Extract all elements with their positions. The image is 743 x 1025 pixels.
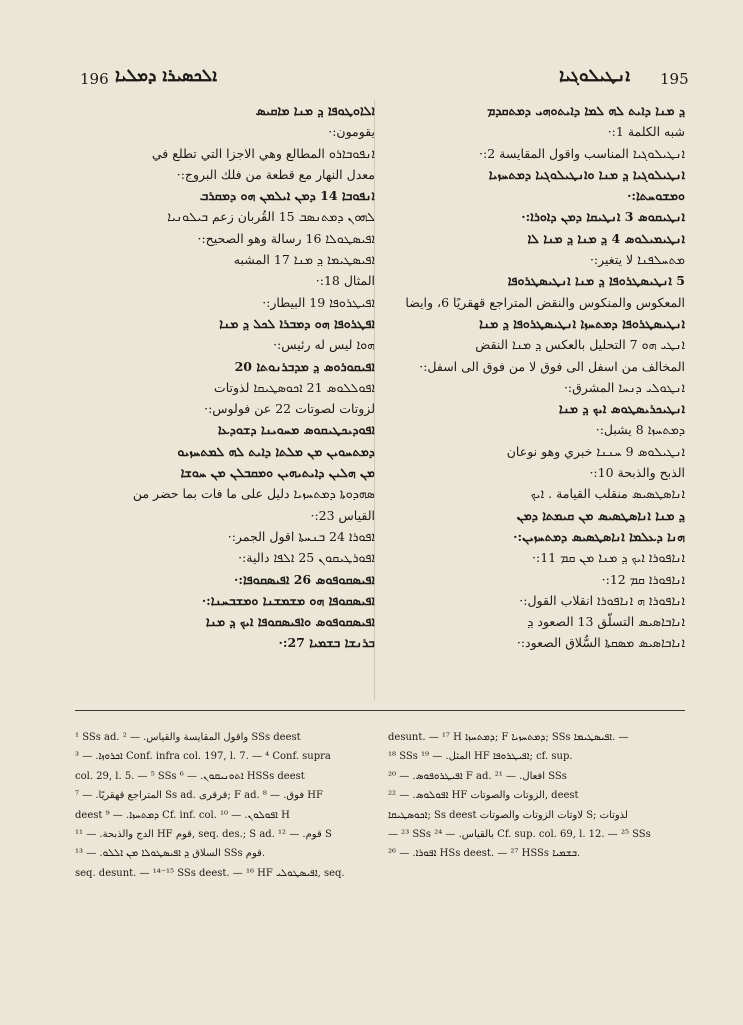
text-line: لزوتات لصوتات 22 عن فولوس:·: [204, 401, 375, 417]
text-line: ܗܘܐ ليس له رئيس:·: [273, 337, 375, 353]
text-line: ܘܡܫܘܚܬܐ:·: [627, 188, 685, 204]
text-line: ܗܢܐ ܕܥܠܡܐ ܐܢܐܣܛܣܝܣ ܕܡܬܚܙܝܢ:·: [513, 528, 685, 544]
text-line: شبه الكلمة 1:·: [607, 124, 685, 140]
text-line: ܐܦܝܣܛܘܠܐ 16 رسالة وهو الصحيح:·: [197, 230, 375, 246]
text-line: ܡܢ ܗܠܝܢ ܕܐܝܬܝܗܝܢ ܘܡܩܒܠܢ ܡܢ ܚܘܫܐ: [180, 465, 375, 481]
text-line: ܒܪܢܫܐ ܒܫܡܝܐ 27:·: [278, 635, 375, 651]
text-line: ܠܗܘܢ ܕܡܬܢܣܒ 15 القُربان زعم ܒܝܠܘܢܝܐ: [167, 209, 375, 225]
footnotes-left: [75, 728, 375, 883]
text-line: الذبح والذبحة 10:·: [589, 465, 685, 481]
text-line: ܡܬܚܠܦܢܐ لا يتغير:·: [589, 252, 685, 268]
text-line: ܕ݂ ܡܢܐ ܕܐܝܬ ܠܗ ܠܡܐ ܕܐܝܬܘܗܝ ܕܡܬܩܕܡ: [487, 103, 685, 118]
running-head-right: ܐܢܛܝܠܘܓܝܐ: [559, 66, 630, 86]
text-line: يقومون:·: [328, 124, 375, 140]
page-number-left: 196: [80, 70, 109, 88]
text-line: ܐܦܛܪܘܦܐ ܗܘ ܕܡܒܪܐ ܠܟܠ ܕ݂ ܡܢܐ: [219, 315, 375, 331]
text-line: معدل النهار مع قطعة من فلك البروج:·: [176, 166, 375, 182]
text-line: seq. desunt. — ¹⁴⁻¹⁵ SSs deest. — ¹⁶ HF ܐܦܝܣܛܘܠܝ, seq.: [75, 867, 345, 879]
right-column: [385, 100, 685, 654]
text-line: ܐܦܝܣܩܘܦܘܣ ܘܐܦܝܣܩܘܦܐ ܐܝܟ ܕ݂ ܡܢܐ: [205, 614, 375, 630]
text-line: ܕ݂ ܡܢܐ ܐܢܐܣܛܣܝܣ ܡܢ ܩܝܡܬܐ ܕܡܢ: [516, 507, 685, 523]
text-line: desunt. — ¹⁷ H ܕܡܬܚܙܐ; F ܕܡܬܚܙܝܐ; SSs ܐܦܝܣܛܝܡܐ. —: [388, 732, 629, 743]
text-line: ܐܦܝܣܩܘܦܘܣ 26 ܐܦܝܣܩܘܦܐ:·: [233, 571, 375, 587]
text-line: ܐܦܝܣܛܝܡܐ ܕ݂ ܡܢܐ 17 المشبه: [233, 252, 375, 268]
text-line: ܐܢܦܘܒܐܪܘ المطالع وهي الاجزا التي تطلع في: [151, 145, 375, 161]
text-line: ܐܦܝܩܘܪܘܣ ܕ݂ ܡܕܒܪܢܘܬܐ 20: [234, 358, 375, 374]
text-line: — ²³ SSs بالقياس. — ²⁴ Cf. sup. col. 69, l. 12. — ²⁵ SSs: [388, 829, 651, 841]
text-line: السلاق ܕ݂ ܐܦܝܣܛܘܠܐ ܡܢ ܐܠܠܘ. — ¹³ SSs قوم.: [75, 848, 266, 860]
text-line: ܐܢܐܦܘܪܐ ܐܝܟ ܕ݂ ܡܢܐ ܡܢ ܩܡ 11:·: [532, 550, 685, 566]
text-line: ܐܢܛܝ ܗܘ 7 التحليل بالعكس ܕ݂ ܡܢܐ النقض: [475, 337, 685, 353]
text-line: ܐܢܛܝܟܪܝܣܛܘܣ ܐܝܟ ܕ݂ ܡܢܐ: [558, 401, 685, 417]
text-line: ¹ SSs ad. واقول المقايسة والقياس. — ² SSs deest: [75, 732, 301, 743]
text-line: ܐܢܛܝܩܘܣ 3 ܐܢܛܝܩܐ ܕܡܢ ܕܐܘܪܐ:·: [521, 209, 685, 225]
text-line: ܐܦܘܪܐ 24 ܒܢܚܬܐ اقول الجمر:·: [227, 528, 375, 544]
text-line: ܐܦܘܠܠܘܣ 21 ܐܟܘܣܛܝܩܐ لذوتات: [213, 379, 375, 395]
left-column: [75, 100, 375, 654]
text-line: المعكوس والمنكوس والنقض المتراجع قهقريًا 6، وايضا: [405, 294, 685, 310]
text-line: ܐܢܐܦܘܪܐ ܩܡ 12:·: [601, 571, 685, 587]
text-line: ܐܢܛܝܠܘܓܝܐ المناسب واقول المقايسة 2:·: [479, 145, 685, 161]
text-line: col. 29, l. 5. — ⁵ SSs ܐܬܘܢܝܩܘܢ. — ⁶ HSSs deest: [75, 770, 305, 782]
running-head-left: ܐܠܟܣܝܪܐ ܕܡܠܝܐ: [115, 66, 218, 86]
text-line: 5 ܐܢܛܝܣܛܪܘܦܐ ܕ݂ ܡܢܐ ܐܢܛܝܣܛܪܘܦܐ: [507, 273, 685, 289]
text-line: ܣܗܕܘܬܐ ܕܡܬܚܙܝܐ دليل على ما فات بما حضر من: [132, 486, 375, 502]
text-line: ܐܦܝܣܩܘܦܐ ܗܘ ܡܫܡܫܢܐ ܘܡܫܒܚܢܐ:·: [201, 592, 375, 608]
text-line: ܐܦܘܕܝܟܛܝܩܘܣ ܡܚܘܝܢܐ ܕܫܘܕܥܐ: [217, 422, 375, 438]
text-line: المتراجع قهقريًا. — ⁷ Ss ad. قرقرى; F ad. فوق. — ⁸ HF: [75, 790, 323, 802]
text-line: ܐܢܛܝܠܘܣ 9 ܚܢܢܐ خبري وهو نوعان: [506, 443, 685, 459]
text-line: المخالف من اسفل الى فوق لا من فوق الى اسفل:·: [419, 358, 685, 374]
text-line: ܐܢܛܝܠܘܓܝܐ ܕ݂ ܡܢܐ ܘܐܢܛܝܠܘܓܝܐ ܕܡܬܚܙܝܐ: [488, 166, 685, 182]
text-line: ܐܟܘܣܛܝܩܐ; Ss deest لاوتات الزوتات والصوتات S; لذوتات: [388, 809, 628, 821]
text-line: ܐܢܛܘܠܝ ܕܢܚܐ المشرق:·: [563, 379, 685, 395]
text-line: ¹⁸ SSs المثل. — ¹⁹ HF ܐܦܝܛܪܘܦܐ; cf. sup.: [388, 751, 573, 763]
text-line: الدج والذبحة. — ¹¹ HF قوم, seq. des.; S ad. قوم. — ¹² S: [75, 829, 332, 841]
text-line: ܐܢܛܝܣܛܪܘܦܐ ܕܡܬܚܙܐ ܐܢܛܝܣܛܪܘܦܐ ܕ݂ ܡܢܐ: [479, 315, 685, 331]
text-line: ܐܢܐܒܐܣܝܣ التسلّق 13 الصعود ܕ݂: [527, 614, 685, 630]
text-line: ܐܦܘܠܘܣ. — ²² HF الزوتات والصوتات, deest: [388, 790, 579, 802]
text-line: ܐܢܐܣܛܣܝܣ منقلب القيامة . ܐܝܟ: [530, 486, 685, 502]
text-line: deest ܕܡܬܚܙܐ. — ⁹ Cf. inf. col. ܐܦܘܠܘܢ. — ¹⁰ H: [75, 809, 290, 821]
text-line: ܐܢܦܘܒܐ 14 ܕܡܢ ܐܝܠܡܢ ܗܘ ܕܡܩܪܒ: [199, 188, 375, 204]
text-line: ܐܦܝܛܪܘܦܘܣ. — ²⁰ F ad. افعال. — ²¹ SSs: [388, 770, 567, 782]
text-line: ܐܟܪܘܙܐ. — ³ Conf. infra col. 197, l. 7. — ⁴ Conf. supra: [75, 751, 331, 763]
page-number-right: 195: [660, 70, 689, 88]
footnotes-right: [388, 728, 688, 864]
footnote-rule: [75, 710, 685, 711]
text-line: ܐܠܐܘܛܘܦܐ ܕ݂ ܡܢܐ ܡܐܩܝܣ: [255, 103, 375, 118]
text-line: ܐܢܐܒܐܣܝܣ ܡܣܩܬܐ السُّلاق الصعود:·: [516, 635, 685, 651]
text-line: ܐܦܘܪܐ. — ²⁶ HSs deest. — ²⁷ HSSs ܒܫܡܝܐ.: [388, 848, 581, 860]
text-line: المثال 18:·: [315, 273, 375, 289]
text-line: ܐܢܛܝܡܝܠܘܣ 4 ܕ݂ ܡܢܐ ܕ݂ ܡܢܐ ܠܐ: [527, 230, 685, 246]
text-line: ܐܦܝܛܪܘܦܐ 19 البيطار:·: [262, 294, 375, 310]
text-line: ܐܦܘܪܛܝܩܘܢ 25 ܐܠܦܐ دالية:·: [238, 550, 375, 566]
column-gutter: [374, 100, 375, 700]
text-line: ܕܡܬܚܘܝܢ ܡܢ ܡܠܬܐ ܕܐܝܬ ܠܗ ܠܡܬܚܙܝܘ: [177, 443, 375, 459]
text-line: ܕܡܬܚܙܐ 8 يشبل:·: [595, 422, 685, 438]
text-line: القياس 23:·: [310, 507, 375, 523]
text-line: ܐܢܐܦܘܪܐ ܗ ܐܢܐܦܘܪܐ انقلاب القول:·: [519, 592, 685, 608]
